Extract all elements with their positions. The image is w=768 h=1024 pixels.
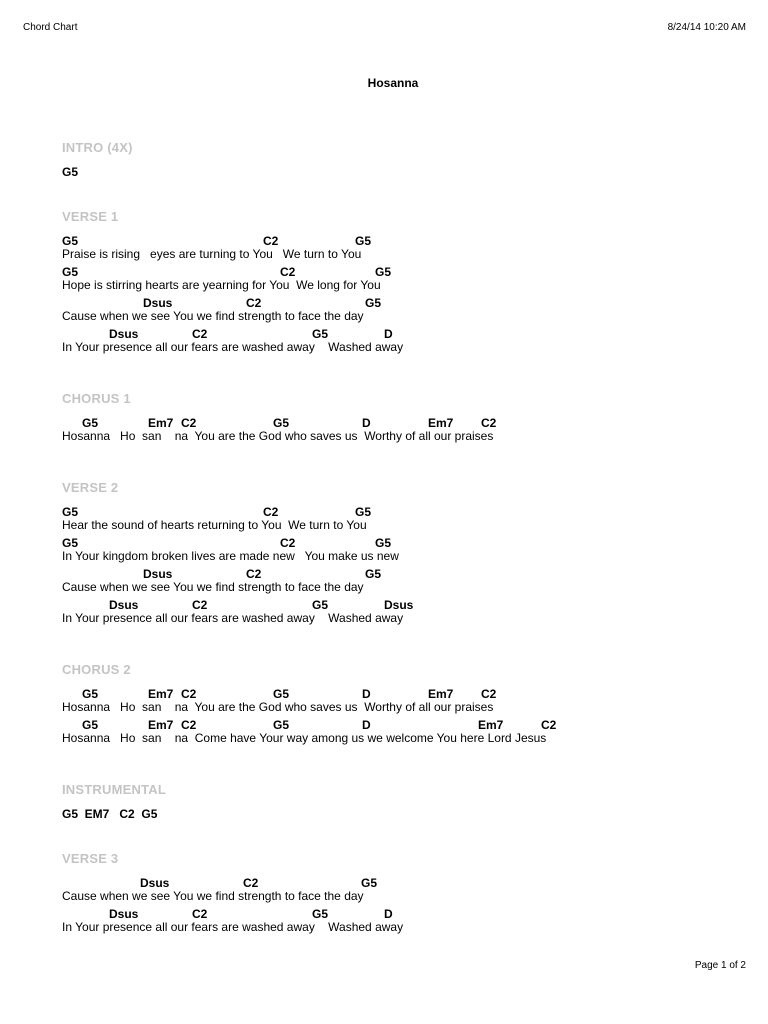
section-heading-intro: INTRO (4X) [62, 140, 133, 155]
chord: Dsus [384, 598, 414, 612]
chord: C2 [181, 718, 197, 732]
chord: G5 [365, 296, 382, 310]
chord: Dsus [143, 567, 173, 581]
page-number: Page 1 of 2 [694, 960, 746, 971]
lyric-line: Hosanna Ho san na You are the God who saves us Worthy of all our praises [62, 429, 494, 443]
chord: G5 [365, 567, 382, 581]
chord: G5 [62, 265, 79, 279]
lyric-line: Hosanna Ho san na You are the God who saves us Worthy of all our praises [62, 700, 494, 714]
lyric-line: Praise is rising eyes are turning to You We turn to You [62, 247, 362, 261]
chord: G5 [312, 327, 329, 341]
chord: C2 [246, 296, 262, 310]
chord: Dsus [140, 876, 170, 890]
chord: G5 [355, 505, 372, 519]
song-title: Hosanna [367, 76, 419, 90]
section-heading-chorus-2: CHORUS 2 [62, 662, 131, 677]
chord: G5 [273, 416, 290, 430]
chord: C2 [280, 265, 296, 279]
chord: G5 [312, 907, 329, 921]
chord: C2 [192, 327, 208, 341]
chord: G5 [62, 165, 79, 179]
chord: G5 [273, 687, 290, 701]
section-heading-instrumental: INSTRUMENTAL [62, 782, 166, 797]
chord-progression: G5 EM7 C2 G5 [62, 807, 158, 821]
lyric-line: Cause when we see You we find strength to face the day [62, 889, 364, 903]
chord: Em7 [478, 718, 504, 732]
chord: C2 [481, 416, 497, 430]
chord: C2 [263, 505, 279, 519]
chord: G5 [312, 598, 329, 612]
lyric-line: Hope is stirring hearts are yearning for You We long for You [62, 278, 381, 292]
chord: C2 [541, 718, 557, 732]
chord: C2 [192, 907, 208, 921]
lyric-line: In Your presence all our fears are washed away Washed away [62, 611, 404, 625]
chord: G5 [82, 687, 99, 701]
lyric-line: Cause when we see You we find strength to face the day [62, 580, 364, 594]
chord: Dsus [109, 598, 139, 612]
lyric-line: Hosanna Ho san na Come have Your way among us we welcome You here Lord Jesus [62, 731, 547, 745]
lyric-line: Hear the sound of hearts returning to You We turn to You [62, 518, 367, 532]
chord: D [362, 687, 371, 701]
chord: D [362, 416, 371, 430]
chord: C2 [280, 536, 296, 550]
chord: G5 [82, 416, 99, 430]
lyric-line: In Your presence all our fears are washed away Washed away [62, 920, 404, 934]
chord: Em7 [148, 416, 174, 430]
section-heading-verse-3: VERSE 3 [62, 851, 119, 866]
lyric-line: In Your kingdom broken lives are made new You make us new [62, 549, 399, 563]
lyric-line: Cause when we see You we find strength to face the day [62, 309, 364, 323]
print-header-timestamp: 8/24/14 10:20 AM [667, 22, 746, 33]
chord: G5 [375, 265, 392, 279]
chord: C2 [481, 687, 497, 701]
print-header-title: Chord Chart [23, 22, 78, 33]
chord: C2 [192, 598, 208, 612]
chord: G5 [62, 234, 79, 248]
chord: D [384, 907, 393, 921]
lyric-line: In Your presence all our fears are washed away Washed away [62, 340, 404, 354]
chord: D [362, 718, 371, 732]
chord: G5 [62, 505, 79, 519]
chord: G5 [361, 876, 378, 890]
chord: Dsus [109, 327, 139, 341]
chord: G5 [82, 718, 99, 732]
chord: C2 [246, 567, 262, 581]
chord: G5 [273, 718, 290, 732]
section-heading-chorus-1: CHORUS 1 [62, 391, 131, 406]
section-heading-verse-2: VERSE 2 [62, 480, 119, 495]
chord: G5 [62, 536, 79, 550]
chord: Dsus [109, 907, 139, 921]
chord: C2 [181, 687, 197, 701]
chord: Em7 [428, 687, 454, 701]
chord: D [384, 327, 393, 341]
chord: Dsus [143, 296, 173, 310]
chord: C2 [243, 876, 259, 890]
section-heading-verse-1: VERSE 1 [62, 209, 119, 224]
chord: G5 [355, 234, 372, 248]
chord: Em7 [148, 718, 174, 732]
chord: Em7 [148, 687, 174, 701]
chord: C2 [181, 416, 197, 430]
chord: G5 [375, 536, 392, 550]
chord: Em7 [428, 416, 454, 430]
chord: C2 [263, 234, 279, 248]
